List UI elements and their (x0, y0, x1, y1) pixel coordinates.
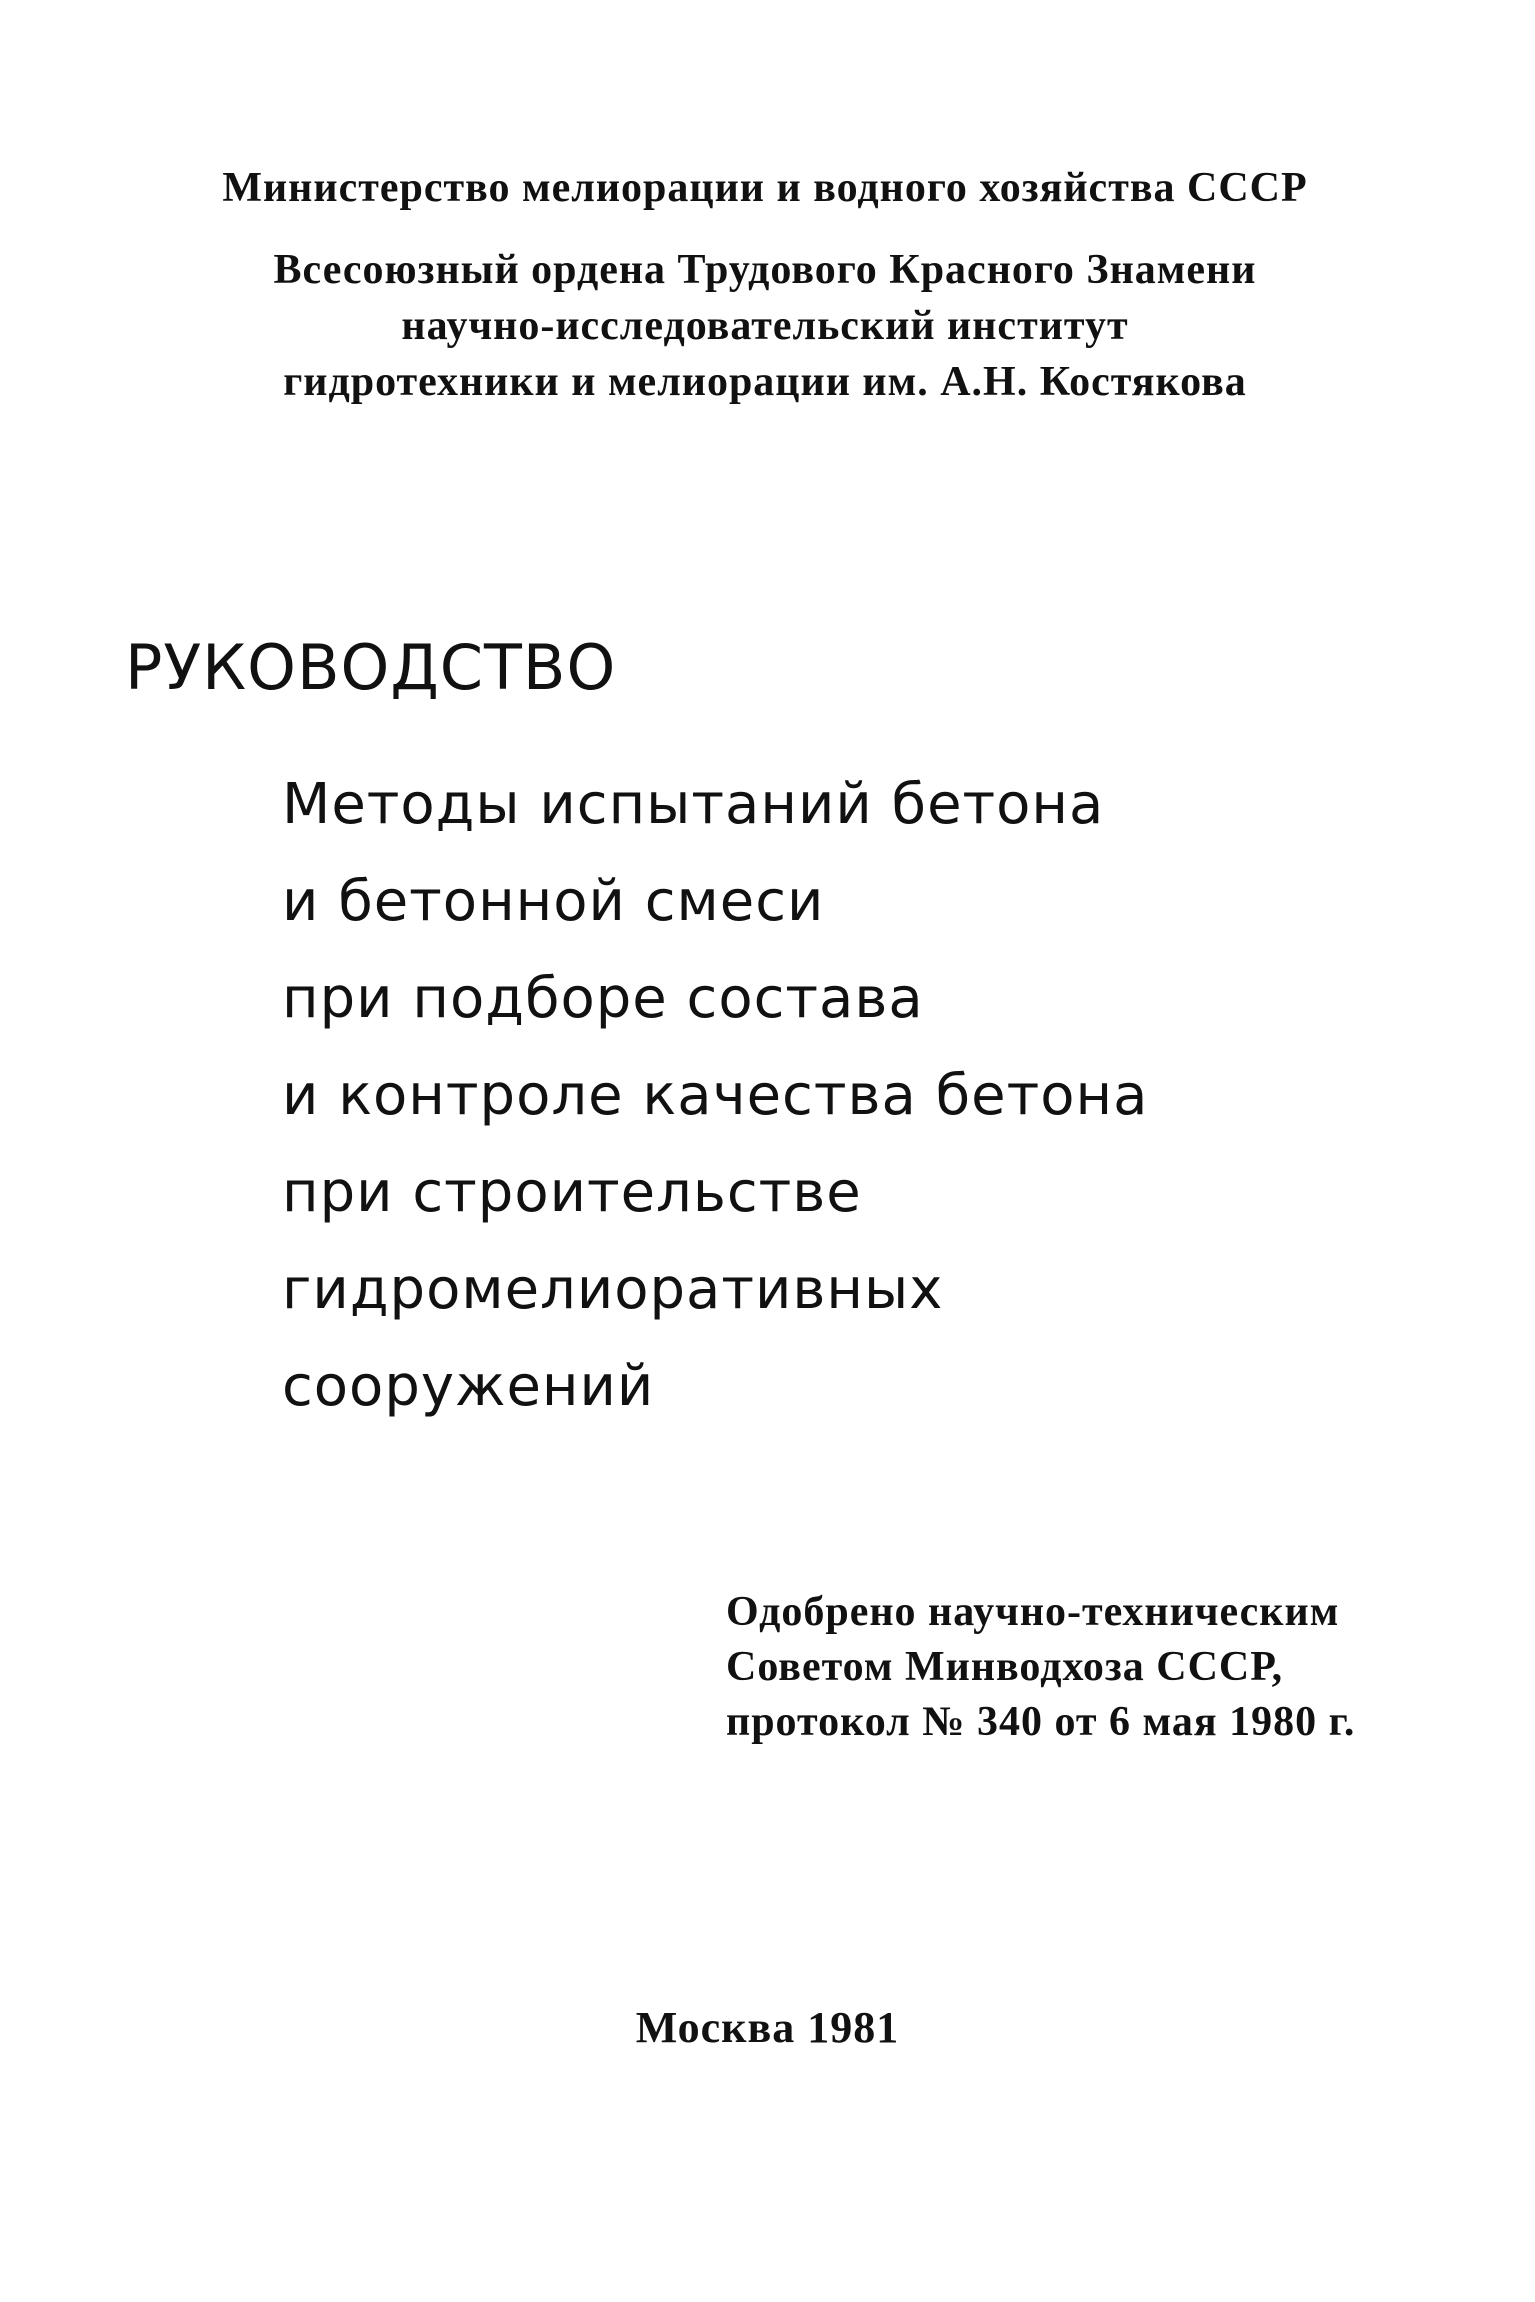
ministry-name: Министерство мелиорации и водного хозяйства СССР (222, 165, 1308, 211)
title-line-7: сооружений (282, 1354, 655, 1419)
approval-line-1: Одобрено научно-техническим (726, 1589, 1340, 1635)
title-line-6: гидромелиоративных (282, 1257, 944, 1322)
title-line-5: при строительстве (282, 1160, 862, 1225)
title-line-2: и бетонной смеси (282, 869, 825, 934)
publisher-header (140, 160, 1390, 410)
institute-name-line-3: гидротехники и мелиорации им. А.Н. Костякова (283, 359, 1247, 405)
approval-note (726, 1585, 1355, 1750)
title-line-4: и контроле качества бетона (282, 1063, 1149, 1128)
approval-line-3: протокол № 340 от 6 мая 1980 г. (726, 1699, 1356, 1745)
document-type: РУКОВОДСТВО (125, 631, 617, 704)
imprint-place-year: Москва 1981 (635, 2003, 900, 2052)
title-line-3: при подборе состава (282, 966, 924, 1031)
document-title (282, 756, 1148, 1435)
title-line-1: Методы испытаний бетона (282, 772, 1105, 837)
approval-line-2: Советом Минводхоза СССР, (726, 1644, 1284, 1690)
institute-name-line-2: научно-исследовательский институт (401, 303, 1129, 349)
institute-name-line-1: Всесоюзный ордена Трудового Красного Знамени (273, 247, 1257, 293)
